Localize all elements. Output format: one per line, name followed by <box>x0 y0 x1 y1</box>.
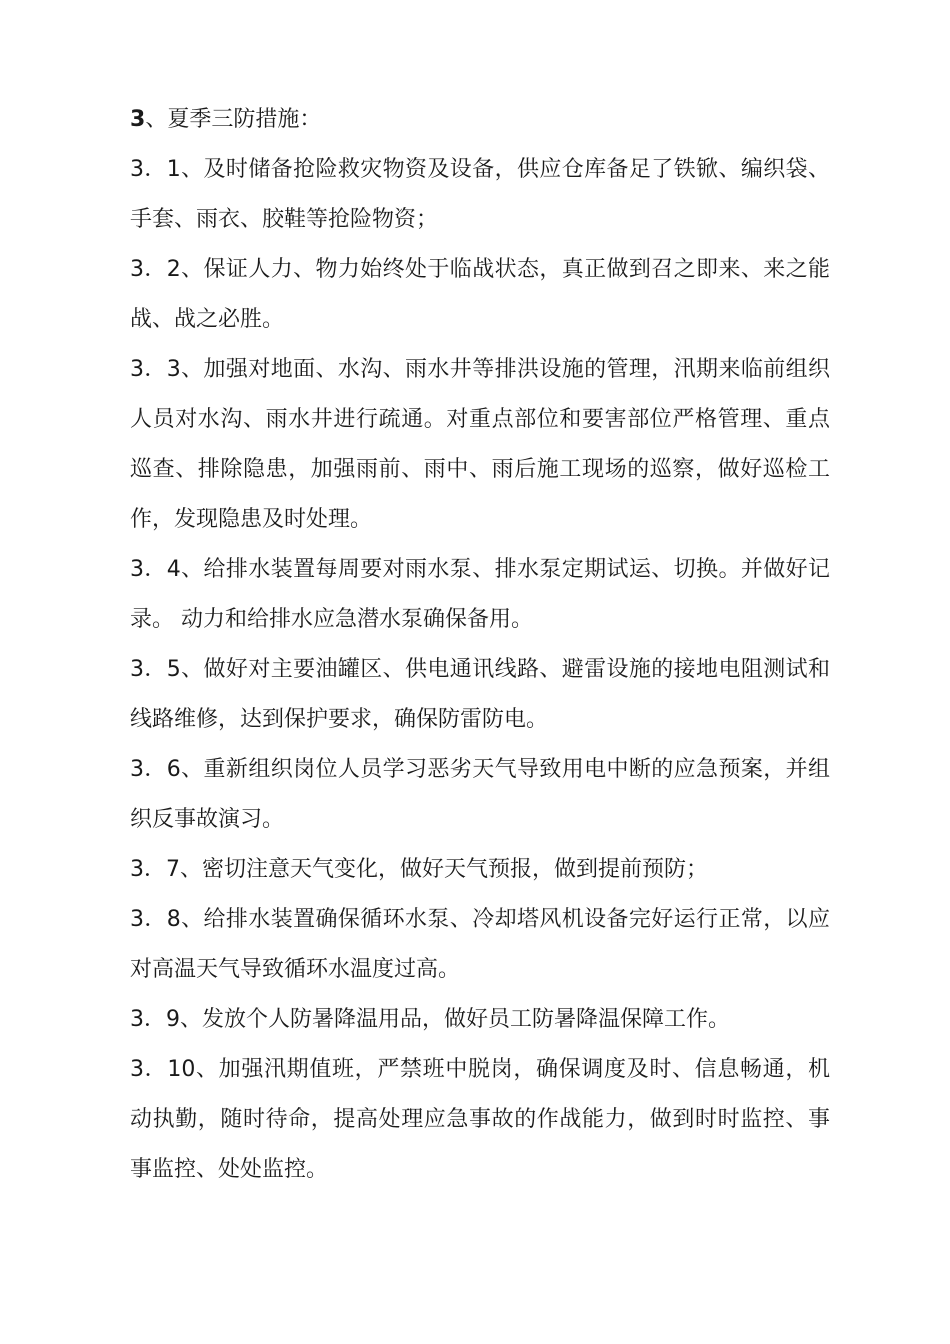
paragraph-3-7: 3．7、密切注意天气变化，做好天气预报，做到提前预防； <box>130 857 708 882</box>
section-heading <box>130 95 830 145</box>
section-heading-text: 、夏季三防措施： <box>145 107 322 132</box>
paragraph-3-5: 3．5、做好对主要油罐区、供电通讯线路、避雷设施的接地电阻测试和线路维修，达到保护要求，确保防雷防电。 <box>130 657 830 732</box>
paragraph-3-6: 3．6、重新组织岗位人员学习恶劣天气导致用电中断的应急预案，并组织反事故演习。 <box>130 757 830 832</box>
paragraph-3-2: 3．2、保证人力、物力始终处于临战状态，真正做到召之即来、来之能战、战之必胜。 <box>130 257 830 332</box>
paragraph-3-10: 3．10、加强汛期值班，严禁班中脱岗，确保调度及时、信息畅通，机动执勤，随时待命，提高处理应急事故的作战能力，做到时时监控、事事监控、处处监控。 <box>130 1057 830 1182</box>
section-heading-number: 3 <box>130 107 146 132</box>
document-body <box>130 95 830 1195</box>
paragraph-3-9: 3．9、发放个人防暑降温用品，做好员工防暑降温保障工作。 <box>130 1007 730 1032</box>
paragraph-3-4: 3．4、给排水装置每周要对雨水泵、排水泵定期试运、切换。并做好记录。 动力和给排水应急潜水泵确保备用。 <box>130 557 830 632</box>
paragraph-3-1: 3．1、及时储备抢险救灾物资及设备，供应仓库备足了铁锨、编织袋、手套、雨衣、胶鞋等抢险物资； <box>130 157 830 232</box>
paragraph-3-8: 3．8、给排水装置确保循环水泵、冷却塔风机设备完好运行正常，以应对高温天气导致循环水温度过高。 <box>130 907 830 982</box>
paragraph-3-3: 3．3、加强对地面、水沟、雨水井等排洪设施的管理，汛期来临前组织人员对水沟、雨水井进行疏通。对重点部位和要害部位严格管理、重点巡查、排除隐患，加强雨前、雨中、雨后施工现场的巡察，做好巡检工作，发现隐患及时处理。 <box>130 357 830 532</box>
